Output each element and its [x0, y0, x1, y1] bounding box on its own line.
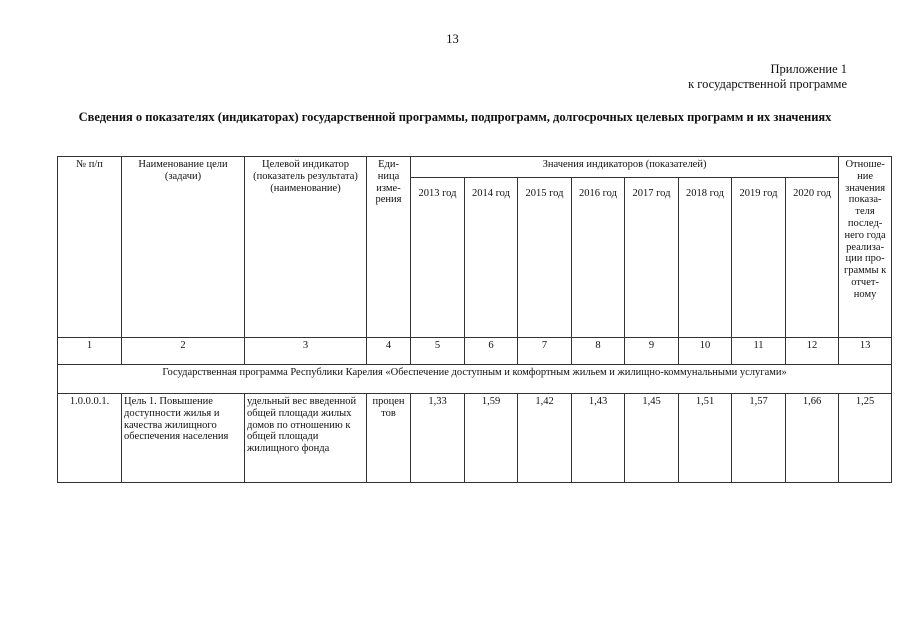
column-number: 3	[245, 338, 367, 365]
column-number: 11	[732, 338, 786, 365]
year-header: 2019 год	[732, 178, 786, 338]
column-number: 4	[367, 338, 411, 365]
row-value: 1,51	[679, 394, 732, 483]
column-number: 5	[411, 338, 465, 365]
row-value: 1,66	[786, 394, 839, 483]
row-value: 1,57	[732, 394, 786, 483]
year-header: 2014 год	[465, 178, 518, 338]
year-header: 2015 год	[518, 178, 572, 338]
row-ratio: 1,25	[839, 394, 892, 483]
row-value: 1,33	[411, 394, 465, 483]
column-number: 13	[839, 338, 892, 365]
program-name: Государственная программа Республики Карелия «Обеспечение доступным и комфортным жильем и жилищно-коммунальными услугами»	[58, 365, 892, 394]
row-value: 1,42	[518, 394, 572, 483]
column-number: 7	[518, 338, 572, 365]
column-number: 2	[122, 338, 245, 365]
header-row	[58, 157, 892, 178]
row-indicator: удельный вес введенной общей площади жилых домов по отношению к общей площади жилищного фонда	[245, 394, 367, 483]
document-title: Сведения о показателях (индикаторах) государственной программы, подпрограмм, долгосрочных целевых программ и их значениях	[78, 110, 832, 124]
year-header: 2017 год	[625, 178, 679, 338]
header-goal: Наименование цели (задачи)	[122, 157, 245, 338]
column-number: 10	[679, 338, 732, 365]
column-number: 1	[58, 338, 122, 365]
page-number: 13	[446, 32, 459, 46]
row-value: 1,45	[625, 394, 679, 483]
header-indicator: Целевой индикатор (показатель результата) (наименование)	[245, 157, 367, 338]
row-value: 1,59	[465, 394, 518, 483]
row-value: 1,43	[572, 394, 625, 483]
column-number: 6	[465, 338, 518, 365]
row-goal: Цель 1. Повышение доступности жилья и качества жилищного обеспечения населения	[122, 394, 245, 483]
indicators-table	[57, 156, 892, 483]
table-row	[58, 394, 892, 483]
program-row	[58, 365, 892, 394]
year-header: 2018 год	[679, 178, 732, 338]
header-values: Значения индикаторов (показателей)	[411, 157, 839, 178]
column-number: 12	[786, 338, 839, 365]
appendix-line-2: к государственной программе	[688, 77, 847, 91]
year-header: 2013 год	[411, 178, 465, 338]
column-number: 9	[625, 338, 679, 365]
row-unit: процен тов	[367, 394, 411, 483]
year-header: 2016 год	[572, 178, 625, 338]
header-ratio: Отноше-ние значения показа-теля послед-него года реализа-ции про-граммы к отчет-ному	[839, 157, 892, 338]
header-num: № п/п	[58, 157, 122, 338]
header-unit: Еди-ница изме-рения	[367, 157, 411, 338]
row-number: 1.0.0.0.1.	[58, 394, 122, 483]
column-numbers-row	[58, 338, 892, 365]
year-header: 2020 год	[786, 178, 839, 338]
appendix-label	[688, 62, 847, 92]
appendix-line-1: Приложение 1	[770, 62, 847, 76]
column-number: 8	[572, 338, 625, 365]
